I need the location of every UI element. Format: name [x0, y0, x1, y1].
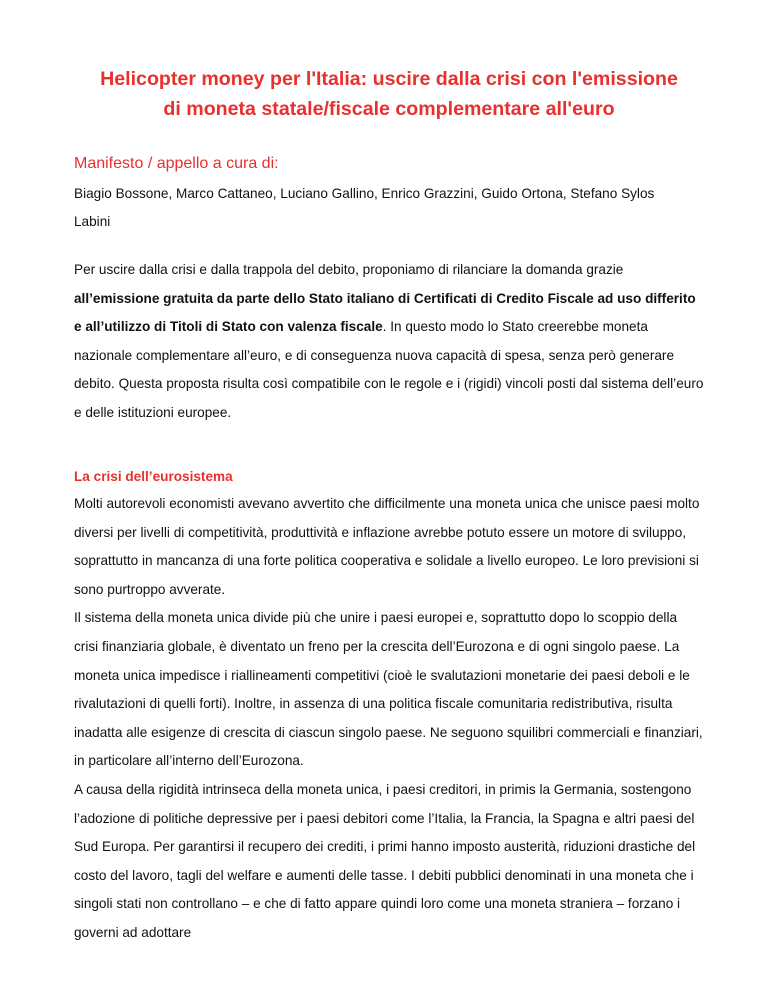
title-line-2: di moneta statale/fiscale complementare all'euro	[163, 98, 615, 120]
section-title: La crisi dell’eurosistema	[74, 469, 233, 484]
intro-bold-text: all’emissione gratuita da parte dello Stato italiano di Certificati di Credito Fiscale ad uso differito e all’utilizzo di Titoli di Stato con valenza fiscale	[74, 290, 696, 335]
body-paragraph-3: A causa della rigidità intrinseca della moneta unica, i paesi creditori, in primis la Germania, sostengono l’adozione di politiche depressive per i paesi debitori come l’Italia, la Francia, la Spagna e altri paesi del Sud Europa. Per garantirsi il recupero dei crediti, i primi hanno imposto austerità, riduzioni drastiche del costo del lavoro, tagli del welfare e aumenti delle tasse. I debiti pubblici denominati in una moneta che i singoli stati non controllano – e che di fatto appare quindi loro come una moneta straniera – forzano i governi ad adottare	[74, 781, 696, 940]
document-page	[74, 64, 704, 940]
section-body	[74, 490, 704, 948]
body-paragraph-1: Molti autorevoli economisti avevano avvertito che difficilmente una moneta unica che unisce paesi molto diversi per livelli di competitività, produttività e inflazione avrebbe potuto essere un motore di sviluppo, soprattutto in mancanza di una forte politica cooperativa e solidale a livello europeo. Le loro previsioni si sono purtroppo avverate.	[74, 496, 700, 597]
subtitle: Manifesto / appello a cura di:	[74, 155, 279, 172]
intro-text-2: . In questo modo lo Stato creerebbe moneta nazionale complementare all’euro, e di conseguenza nuova capacità di spesa, senza però generare debito. Questa proposta risulta così compatibile con le regole e i (rigidi) vincoli posti dal sistema dell’euro e delle istituzioni europee.	[74, 319, 704, 420]
intro-paragraph	[74, 256, 704, 428]
document-title	[74, 64, 704, 124]
title-line-1: Helicopter money per l'Italia: uscire dalla crisi con l'emissione	[100, 68, 678, 90]
intro-text-1: Per uscire dalla crisi e dalla trappola del debito, proponiamo di rilanciare la domanda grazie	[74, 262, 624, 277]
authors-list: Biagio Bossone, Marco Cattaneo, Luciano Gallino, Enrico Grazzini, Guido Ortona, Stefano Sylos Labini	[74, 186, 655, 229]
body-paragraph-2: Il sistema della moneta unica divide più che unire i paesi europei e, soprattutto dopo lo scoppio della crisi finanziaria globale, è diventato un freno per la crescita dell’Eurozona e di ogni singolo paese. La moneta unica impedisce i riallineamenti competitivi (cioè le svalutazioni monetarie dei paesi deboli e le rivalutazioni di quelli forti). Inoltre, in assenza di una politica fiscale comunitaria redistributiva, risulta inadatta alle esigenze di crescita di ciascun singolo paese. Ne seguono squilibri commerciali e finanziari, in particolare all’interno dell’Eurozona.	[74, 610, 703, 769]
